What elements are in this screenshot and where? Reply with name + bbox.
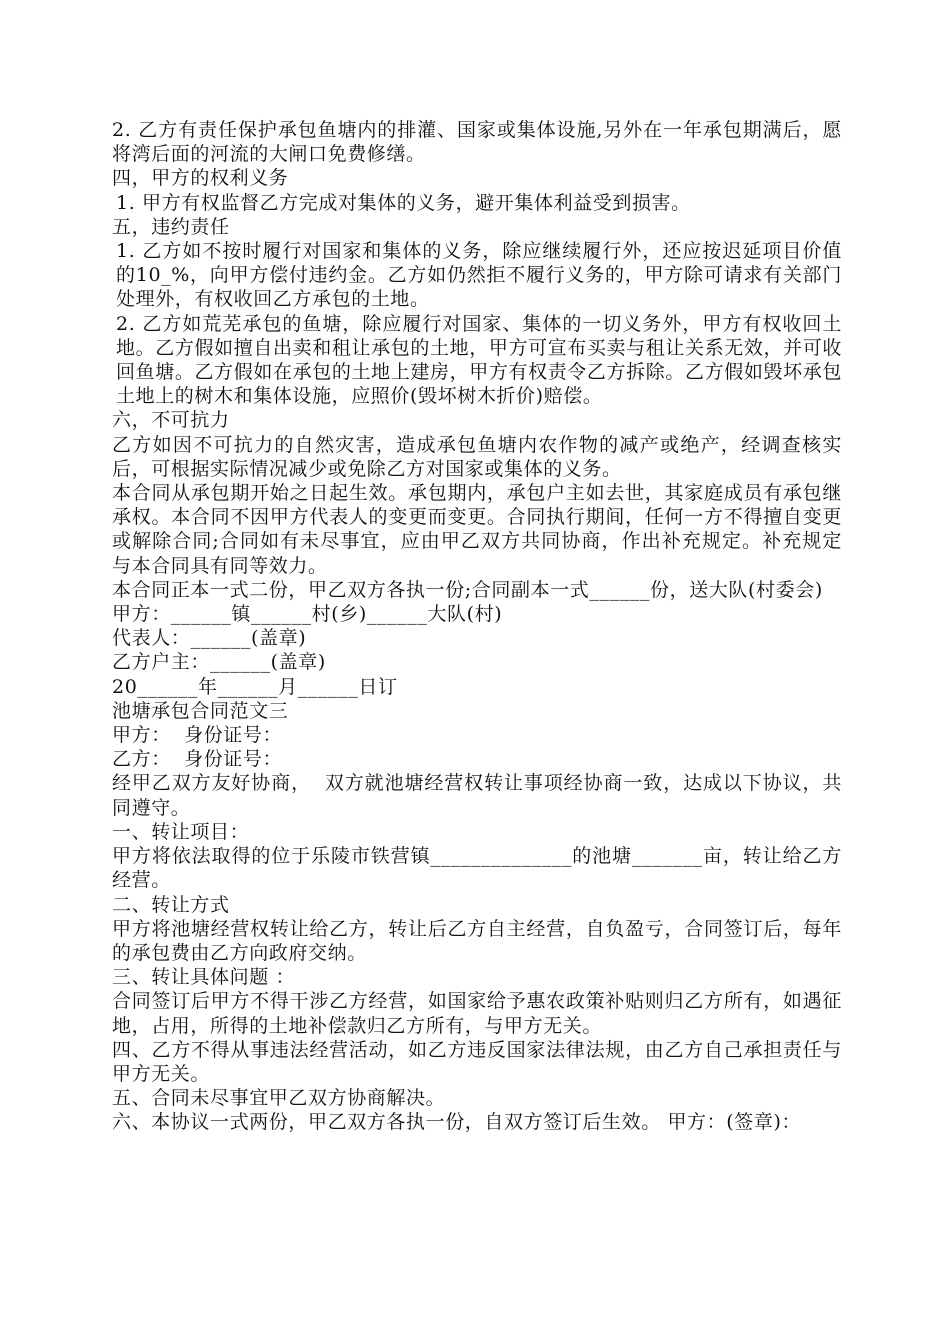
clause-party-a-supervision: 1. 甲方有权监督乙方完成对集体的义务，避开集体利益受到损害。: [116, 191, 691, 214]
date-line: 20______年______月______日订: [112, 675, 398, 698]
section-heading-transfer-issues: 三、转让具体问题 ：: [112, 966, 296, 989]
clause-unresolved-matters: 五、合同未尽事宜甲乙双方协商解决。: [112, 1087, 446, 1110]
section-heading-transfer-item: 一、转让项目：: [112, 820, 250, 843]
clause-copies-signature: 六、本协议一式两份，甲乙双方各执一份，自双方签订后生效。 甲方：(签章)：: [112, 1111, 802, 1134]
template-3-title: 池塘承包合同范文三: [112, 699, 289, 722]
section-heading-party-a-rights: 四，甲方的权利义务: [112, 167, 289, 190]
party-b-id-line: 乙方： 身份证号：: [112, 748, 283, 771]
party-a-signature-line: 甲方：______镇______村(乡)______大队(村): [112, 603, 503, 626]
clause-breach-2: 2. 乙方如荒芜承包的鱼塘，除应履行对国家、集体的一切义务外，甲方有权收回土地。乙方假如擅自出卖和租让承包的土地，甲方可宣布买卖与租让关系无效，并可收回鱼塘。乙方假如在承包的土地上建房，甲方有权责令乙方拆除。乙方假如毁坏承包土地上的树木和集体设施，应照价(毁坏树木折价)赔偿。: [116, 312, 842, 408]
clause-force-majeure: 乙方如因不可抗力的自然灾害，造成承包鱼塘内农作物的减产或绝产，经调查核实后，可根据实际情况减少或免除乙方对国家或集体的义务。: [112, 433, 842, 480]
clause-breach-1: 1. 乙方如不按时履行对国家和集体的义务，除应继续履行外，还应按迟延项目价值的10_%，向甲方偿付违约金。乙方如仍然拒不履行义务的，甲方除可请求有关部门处理外，有权收回乙方承包的土地。: [116, 240, 842, 311]
party-b-signature-line: 乙方户主：______(盖章): [112, 651, 326, 674]
section-heading-force-majeure: 六，不可抗力: [112, 409, 230, 432]
agreement-preamble: 经甲乙双方友好协商， 双方就池塘经营权转让事项经协商一致，达成以下协议，共同遵守。: [112, 772, 842, 819]
document-body: [112, 118, 842, 1135]
clause-2-responsibility: 2. 乙方有责任保护承包鱼塘内的排灌、国家或集体设施,另外在一年承包期满后，愿将湾后面的河流的大闸口免费修缮。: [112, 119, 842, 166]
clause-effective: 本合同从承包期开始之日起生效。承包期内，承包户主如去世，其家庭成员有承包继承权。本合同不因甲方代表人的变更而变更。合同执行期间，任何一方不得擅自变更或解除合同;合同如有未尽事宜，应由甲乙双方共同协商，作出补充规定。补充规定与本合同具有同等效力。: [112, 482, 842, 577]
clause-transfer-issues: 合同签订后甲方不得干涉乙方经营，如国家给予惠农政策补贴则归乙方所有，如遇征地，占用，所得的土地补偿款归乙方所有，与甲方无关。: [112, 990, 842, 1037]
clause-copies: 本合同正本一式二份，甲乙双方各执一份;合同副本一式______份，送大队(村委会): [112, 578, 823, 601]
representative-signature-line: 代表人：______(盖章): [112, 627, 307, 650]
clause-no-illegal-operation: 四、乙方不得从事违法经营活动，如乙方违反国家法律法规，由乙方自己承担责任与甲方无关。: [112, 1038, 842, 1085]
section-heading-transfer-method: 二、转让方式: [112, 893, 230, 916]
clause-transfer-method: 甲方将池塘经营权转让给乙方，转让后乙方自主经营，自负盈亏，合同签订后，每年的承包费由乙方向政府交纳。: [112, 917, 842, 964]
clause-transfer-item: 甲方将依法取得的位于乐陵市铁营镇______________的池塘_______亩，转让给乙方经营。: [112, 845, 842, 892]
section-heading-breach: 五，违约责任: [112, 215, 230, 238]
party-a-id-line: 甲方： 身份证号：: [112, 724, 283, 747]
